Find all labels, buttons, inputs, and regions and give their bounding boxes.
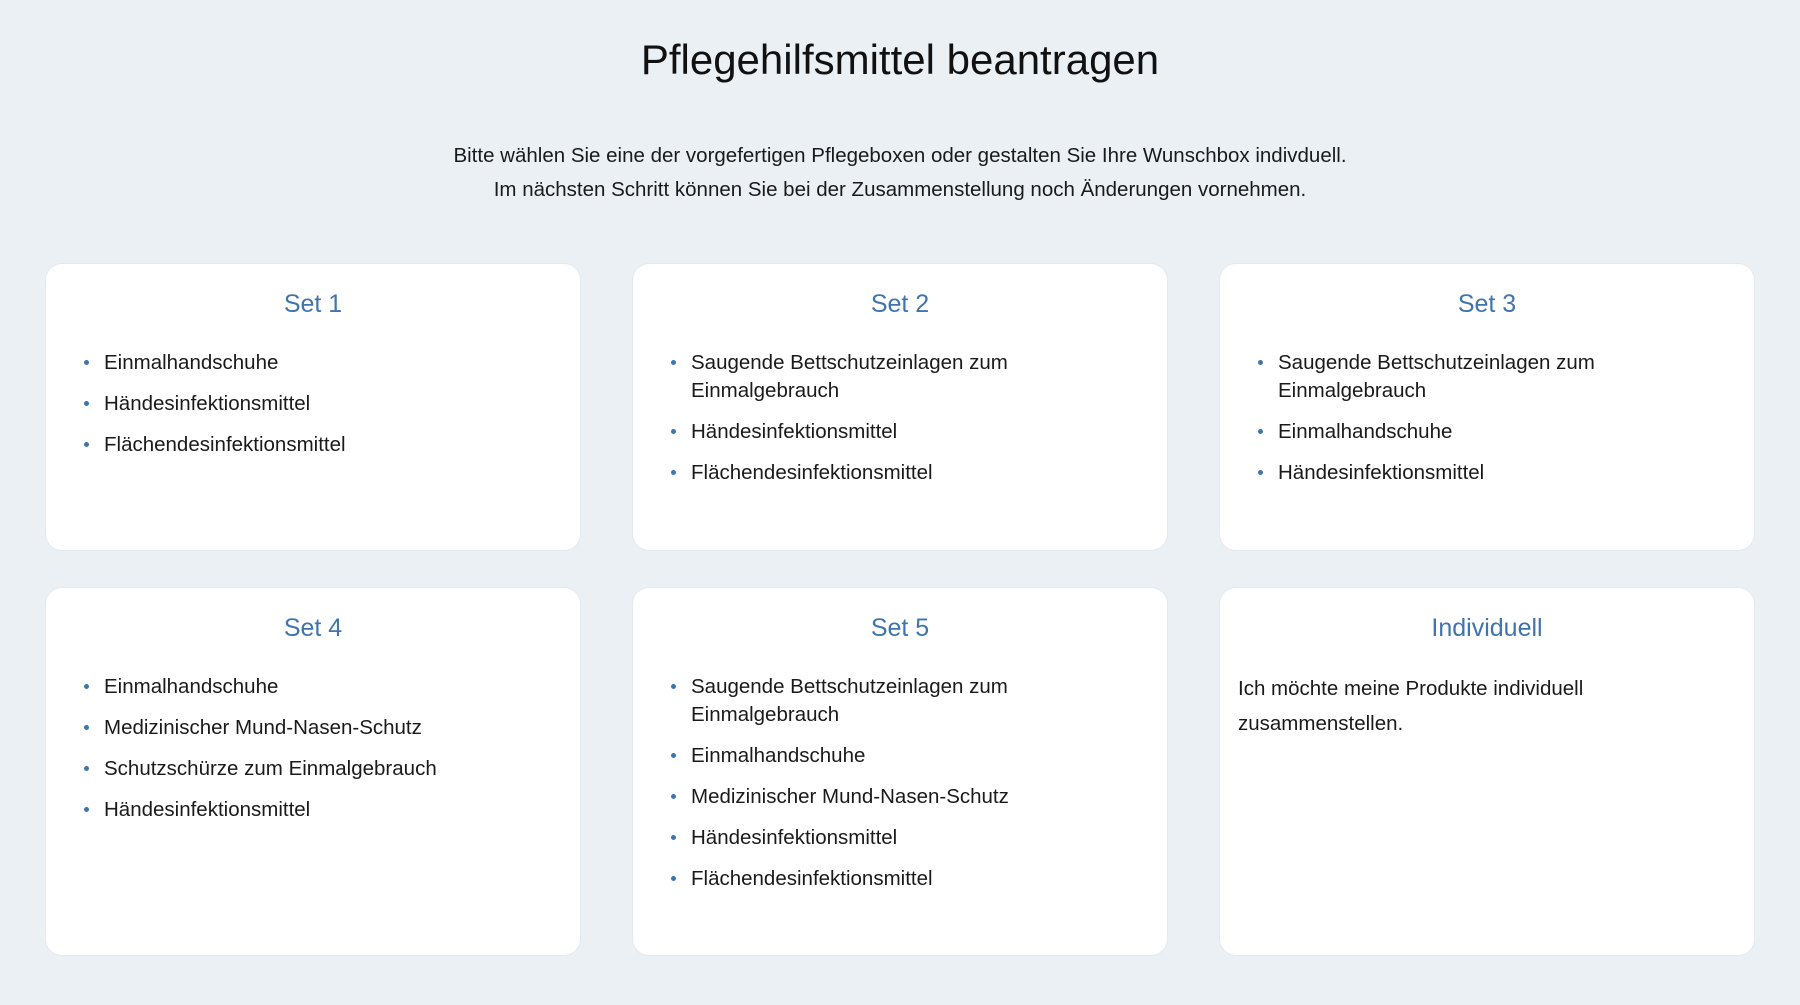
individual-description: Ich möchte meine Produkte individuell zusammenstellen. bbox=[1238, 677, 1584, 735]
set-grid bbox=[46, 264, 1754, 955]
set-item bbox=[691, 459, 1071, 487]
set-item-list bbox=[651, 349, 1149, 487]
intro-text bbox=[0, 139, 1800, 207]
set-item-label: Einmalhandschuhe bbox=[691, 744, 866, 767]
bullet-icon bbox=[671, 684, 676, 689]
bullet-icon bbox=[671, 753, 676, 758]
bullet-icon bbox=[1258, 470, 1263, 475]
set-card-4[interactable] bbox=[46, 588, 580, 955]
set-card-2[interactable] bbox=[633, 264, 1167, 550]
set-item-label: Medizinischer Mund-Nasen-Schutz bbox=[104, 716, 422, 739]
bullet-icon bbox=[671, 876, 676, 881]
set-title: Set 5 bbox=[870, 614, 930, 642]
bullet-icon bbox=[84, 766, 89, 771]
intro-line-1: Bitte wählen Sie eine der vorgefertigen Pflegeboxen oder gestalten Sie Ihre Wunschbox indivduell. bbox=[453, 144, 1347, 167]
bullet-icon bbox=[84, 360, 89, 365]
set-item-list bbox=[1238, 349, 1736, 487]
bullet-icon bbox=[84, 401, 89, 406]
set-item bbox=[691, 824, 1071, 852]
set-item bbox=[104, 796, 484, 824]
set-item-label: Einmalhandschuhe bbox=[104, 675, 279, 698]
page-title: Pflegehilfsmittel beantragen bbox=[640, 36, 1160, 83]
intro-line-2: Im nächsten Schritt können Sie bei der Zusammenstellung noch Änderungen vornehmen. bbox=[493, 178, 1307, 201]
individual-card[interactable] bbox=[1220, 588, 1754, 955]
set-item bbox=[104, 390, 484, 418]
set-item-list bbox=[64, 673, 562, 824]
set-item bbox=[104, 673, 484, 701]
set-card-3[interactable] bbox=[1220, 264, 1754, 550]
bullet-icon bbox=[84, 684, 89, 689]
individual-title: Individuell bbox=[1431, 614, 1543, 642]
bullet-icon bbox=[671, 360, 676, 365]
bullet-icon bbox=[671, 470, 676, 475]
set-item bbox=[691, 418, 1071, 446]
set-item bbox=[104, 714, 484, 742]
set-item bbox=[691, 865, 1071, 893]
set-item bbox=[691, 673, 1071, 729]
set-item-label: Einmalhandschuhe bbox=[104, 351, 279, 374]
set-title: Set 1 bbox=[283, 290, 343, 318]
set-card-1[interactable] bbox=[46, 264, 580, 550]
set-item-label: Saugende Bettschutzeinlagen zum Einmalgebrauch bbox=[691, 351, 1008, 402]
set-item-label: Schutzschürze zum Einmalgebrauch bbox=[104, 757, 437, 780]
bullet-icon bbox=[84, 807, 89, 812]
set-item bbox=[1278, 418, 1658, 446]
set-item-list bbox=[651, 673, 1149, 893]
set-item-label: Saugende Bettschutzeinlagen zum Einmalgebrauch bbox=[1278, 351, 1595, 402]
bullet-icon bbox=[1258, 429, 1263, 434]
set-item bbox=[1278, 349, 1658, 405]
set-item bbox=[691, 349, 1071, 405]
set-title: Set 3 bbox=[1457, 290, 1517, 318]
bullet-icon bbox=[1258, 360, 1263, 365]
set-item-label: Händesinfektionsmittel bbox=[104, 798, 311, 821]
set-item-label: Einmalhandschuhe bbox=[1278, 420, 1453, 443]
bullet-icon bbox=[671, 794, 676, 799]
set-item-label: Medizinischer Mund-Nasen-Schutz bbox=[691, 785, 1009, 808]
bullet-icon bbox=[671, 429, 676, 434]
bullet-icon bbox=[84, 725, 89, 730]
set-item bbox=[1278, 459, 1658, 487]
set-title: Set 4 bbox=[283, 614, 343, 642]
set-item bbox=[691, 783, 1071, 811]
set-item bbox=[691, 742, 1071, 770]
set-item bbox=[104, 431, 484, 459]
set-item-label: Händesinfektionsmittel bbox=[104, 392, 311, 415]
bullet-icon bbox=[84, 442, 89, 447]
set-item-label: Flächendesinfektionsmittel bbox=[104, 433, 346, 456]
bullet-icon bbox=[671, 835, 676, 840]
set-item-label: Flächendesinfektionsmittel bbox=[691, 867, 933, 890]
set-item-label: Flächendesinfektionsmittel bbox=[691, 461, 933, 484]
set-item bbox=[104, 349, 484, 377]
set-title: Set 2 bbox=[870, 290, 930, 318]
set-item-label: Händesinfektionsmittel bbox=[691, 826, 898, 849]
set-item bbox=[104, 755, 484, 783]
set-card-5[interactable] bbox=[633, 588, 1167, 955]
set-item-list bbox=[64, 349, 562, 459]
set-item-label: Saugende Bettschutzeinlagen zum Einmalgebrauch bbox=[691, 675, 1008, 726]
set-item-label: Händesinfektionsmittel bbox=[691, 420, 898, 443]
set-item-label: Händesinfektionsmittel bbox=[1278, 461, 1485, 484]
